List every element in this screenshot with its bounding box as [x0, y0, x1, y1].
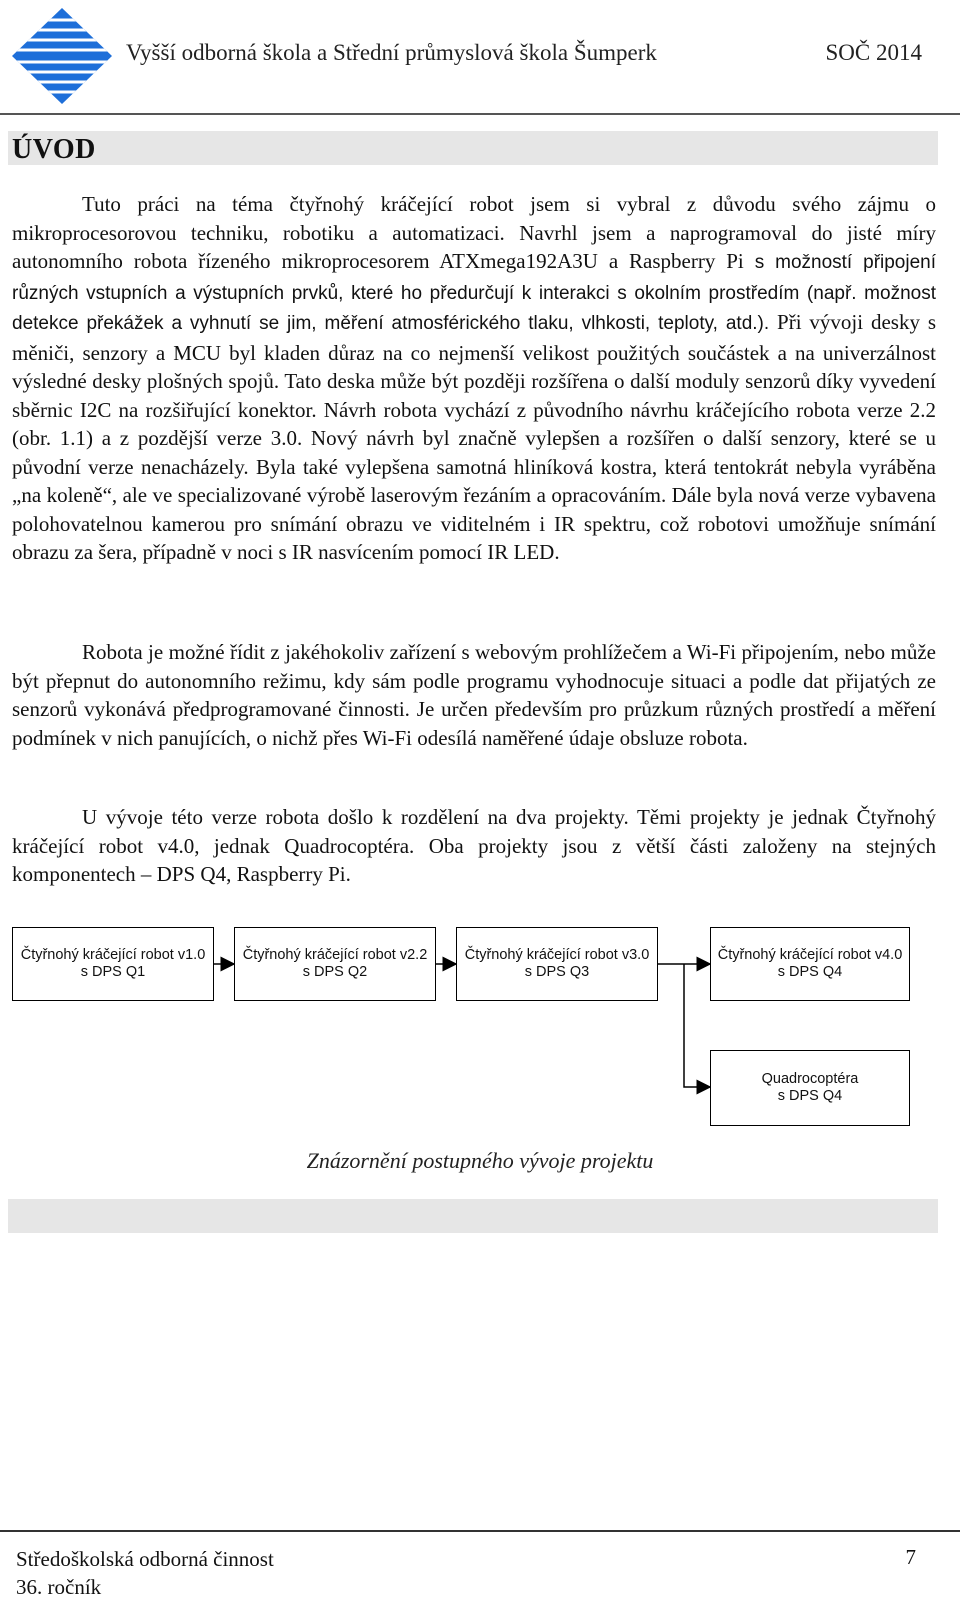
footer-edition: 36. ročník: [16, 1575, 102, 1599]
section-title: ÚVOD: [12, 134, 96, 165]
diagram-box-v3-title: Čtyřnohý kráčející robot v3.0: [464, 947, 650, 963]
school-logo-icon: [10, 6, 114, 106]
paragraph-projects: U vývoje této verze robota došlo k rozdělení na dva projekty. Těmi projekty je jednak Čtyřnohý kráčející robot v4.0, jednak Quadrocoptéra. Oba projekty jsou z větší části založeny na stejných komponentech – DPS Q4, Raspberry Pi.: [12, 805, 936, 886]
paragraph-intro-part-1: Tuto práci na téma čtyřnohý kráčející robot jsem si vybral z důvodu svého zájmu o mikroprocesorovou techniku, robotiku a automatizaci. Navrhl jsem a naprogramoval do jisté míry autonomního robota řízeného mikroprocesorem ATXmega192A3U a Raspberry Pi: [12, 192, 936, 273]
header-school-name: Vyšší odborná škola a Střední průmyslová škola Šumperk: [126, 40, 657, 65]
diagram-box-v2: [234, 927, 436, 1001]
paragraph-intro: [12, 190, 936, 567]
paragraph-intro-part-2: s možností připojení různých vstupních a výstupních prvků, které ho předurčují k interakci s okolním prostředím (např. možnost detekce překážek a vyhnutí se jim, měření atmosférického tlaku, vlhkosti, teploty, atd.).: [12, 252, 937, 334]
diagram-box-v3: [456, 927, 658, 1001]
diagram-box-v1-board: s DPS Q1: [80, 964, 146, 980]
footer-divider: [0, 1530, 960, 1532]
footer-competition: Středoškolská odborná činnost: [16, 1547, 274, 1571]
diagram-box-v2-board: s DPS Q2: [302, 964, 368, 980]
header-event: SOČ 2014: [825, 40, 922, 65]
arrow-v3-to-quadrocopter: [684, 964, 710, 1087]
diagram-box-v4-title: Čtyřnohý kráčející robot v4.0: [717, 947, 903, 963]
diagram-box-v4-board: s DPS Q4: [777, 964, 843, 980]
diagram-box-v4: [710, 927, 910, 1001]
diagram-box-quadrocopter: [710, 1050, 910, 1126]
diagram-box-v2-title: Čtyřnohý kráčející robot v2.2: [242, 947, 428, 963]
paragraph-intro-part-3: Při vývoji desky s měniči, senzory a MCU byl kladen důraz na co nejmenší velikost použitých součástek a na univerzálnost výsledné desky plošných spojů. Tato deska může být později rozšířena o další moduly senzorů díky vyvedení sběrnic I2C na rozšiřující konektor. Návrh robota vychází z původního návrhu kráčejícího robota verze 2.2 (obr. 1.1) a z pozdější verze 3.0. Nový návrh byl značně vylepšen a rozšířen o další senzory, které se u původní verze nenacházely. Byla také vylepšena samotná hliníková kostra, která tentokrát nebyla vyráběna „na koleně“, ale ve specializované výrobě laserovým řezáním a opracováním. Dále byla nová verze vybavena polohovatelnou kamerou pro snímání obrazu ve viditelném i IR spektru, což robotovi umožňuje snímání obrazu za šera, případně v noci s IR nasvícením pomocí IR LED.: [12, 310, 937, 564]
empty-heading-bar: [8, 1199, 938, 1233]
project-evolution-diagram: [12, 918, 936, 1148]
paragraph-control: Robota je možné řídit z jakéhokoliv zařízení s webovým prohlížečem a Wi-Fi připojením, nebo může být přepnut do autonomního režimu, kdy sám podle programu vyhodnocuje situaci a podle dat přijatých ze senzorů vykonává předprogramované činnosti. Je určen především pro průzkum různých prostředí a měření podmínek v nich panujících, o nichž přes Wi-Fi odesílá naměřené údaje obsluze robota.: [12, 640, 936, 750]
section-heading-bar: [8, 131, 938, 165]
diagram-box-quadrocopter-board: s DPS Q4: [777, 1088, 843, 1104]
diagram-box-quadrocopter-title: Quadrocoptéra: [761, 1071, 859, 1087]
diagram-box-v1-title: Čtyřnohý kráčející robot v1.0: [20, 947, 206, 963]
diagram-caption: Znázornění postupného vývoje projektu: [306, 1148, 654, 1173]
diagram-box-v3-board: s DPS Q3: [524, 964, 590, 980]
header-divider: [0, 113, 960, 115]
footer-text: [16, 1545, 274, 1601]
diagram-box-v1: [12, 927, 214, 1001]
page-number: 7: [905, 1545, 916, 1569]
